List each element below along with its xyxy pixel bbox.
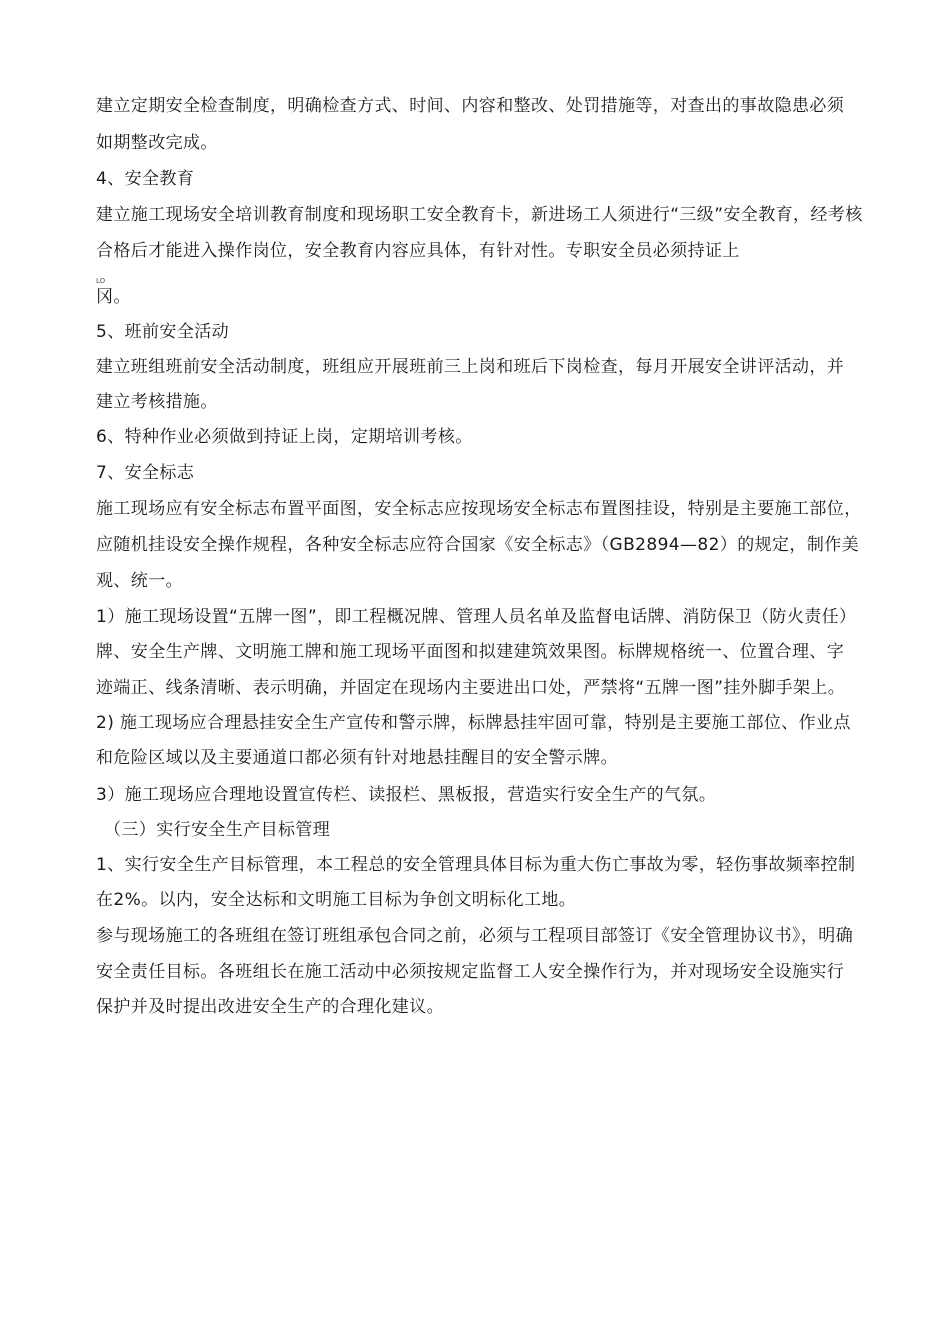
section-heading-4: 4、安全教育 [96,169,195,189]
text-line-13: 应随机挂设安全操作规程，各种安全标志应符合国家《安全标志》（GB2894—82）的规定，制作美 [96,535,860,555]
text-line-12: 施工现场应有安全标志布置平面图，安全标志应按现场安全标志布置图挂设，特别是主要施工部位， [96,499,862,519]
section-heading-6: 6、特种作业必须做到持证上岗，定期培训考核。 [96,427,473,447]
small-mark: LO [96,277,106,285]
text-line-6: 冈。 [96,287,131,307]
text-line-18: 2) 施工现场应合理悬挂安全生产宣传和警示牌，标牌悬挂牢固可靠，特别是主要施工部位、作业点 [96,713,851,733]
text-line-17: 迹端正、线条清晰、表示明确，并固定在现场内主要进出口处，严禁将“五牌一图”挂外脚手架上。 [96,678,846,698]
section-heading-7: 7、安全标志 [96,463,195,483]
section-heading-5: 5、班前安全活动 [96,322,230,342]
text-line-24: 参与现场施工的各班组在签订班组承包合同之前，必须与工程项目部签订《安全管理协议书》，明确 [96,926,854,946]
text-line-23: 在2%。以内，安全达标和文明施工目标为争创文明标化工地。 [96,890,577,910]
text-line-2: 如期整改完成。 [96,133,218,153]
text-line-4: 建立施工现场安全培训教育制度和现场职工安全教育卡，新进场工人须进行“三级”安全教育，经考核 [96,205,863,225]
text-line-15: 1）施工现场设置“五牌一图”，即工程概况牌、管理人员名单及监督电话牌、消防保卫（防火责任） [96,607,857,627]
text-line-16: 牌、安全生产牌、文明施工牌和施工现场平面图和拟建建筑效果图。标牌规格统一、位置合理、字 [96,642,845,662]
text-line-25: 安全责任目标。各班组长在施工活动中必须按规定监督工人安全操作行为，并对现场安全设施实行 [96,962,845,982]
text-line-5: 合格后才能进入操作岗位，安全教育内容应具体，有针对性。专职安全员必须持证上 [96,241,740,261]
text-line-14: 观、统一。 [96,571,183,591]
text-line-26: 保护并及时提出改进安全生产的合理化建议。 [96,997,444,1017]
text-line-19: 和危险区域以及主要通道口都必须有针对地悬挂醒目的安全警示牌。 [96,748,618,768]
text-line-9: 建立考核措施。 [96,392,218,412]
text-line-1: 建立定期安全检查制度，明确检查方式、时间、内容和整改、处罚措施等，对查出的事故隐患必须 [96,96,845,116]
subsection-heading-3: （三）实行安全生产目标管理 [104,820,331,840]
text-line-22: 1、实行安全生产目标管理，本工程总的安全管理具体目标为重大伤亡事故为零，轻伤事故频率控制 [96,855,856,875]
text-line-20: 3）施工现场应合理地设置宣传栏、读报栏、黑板报，营造实行安全生产的气氛。 [96,785,717,805]
text-line-8: 建立班组班前安全活动制度，班组应开展班前三上岗和班后下岗检查，每月开展安全讲评活动，并 [96,357,845,377]
